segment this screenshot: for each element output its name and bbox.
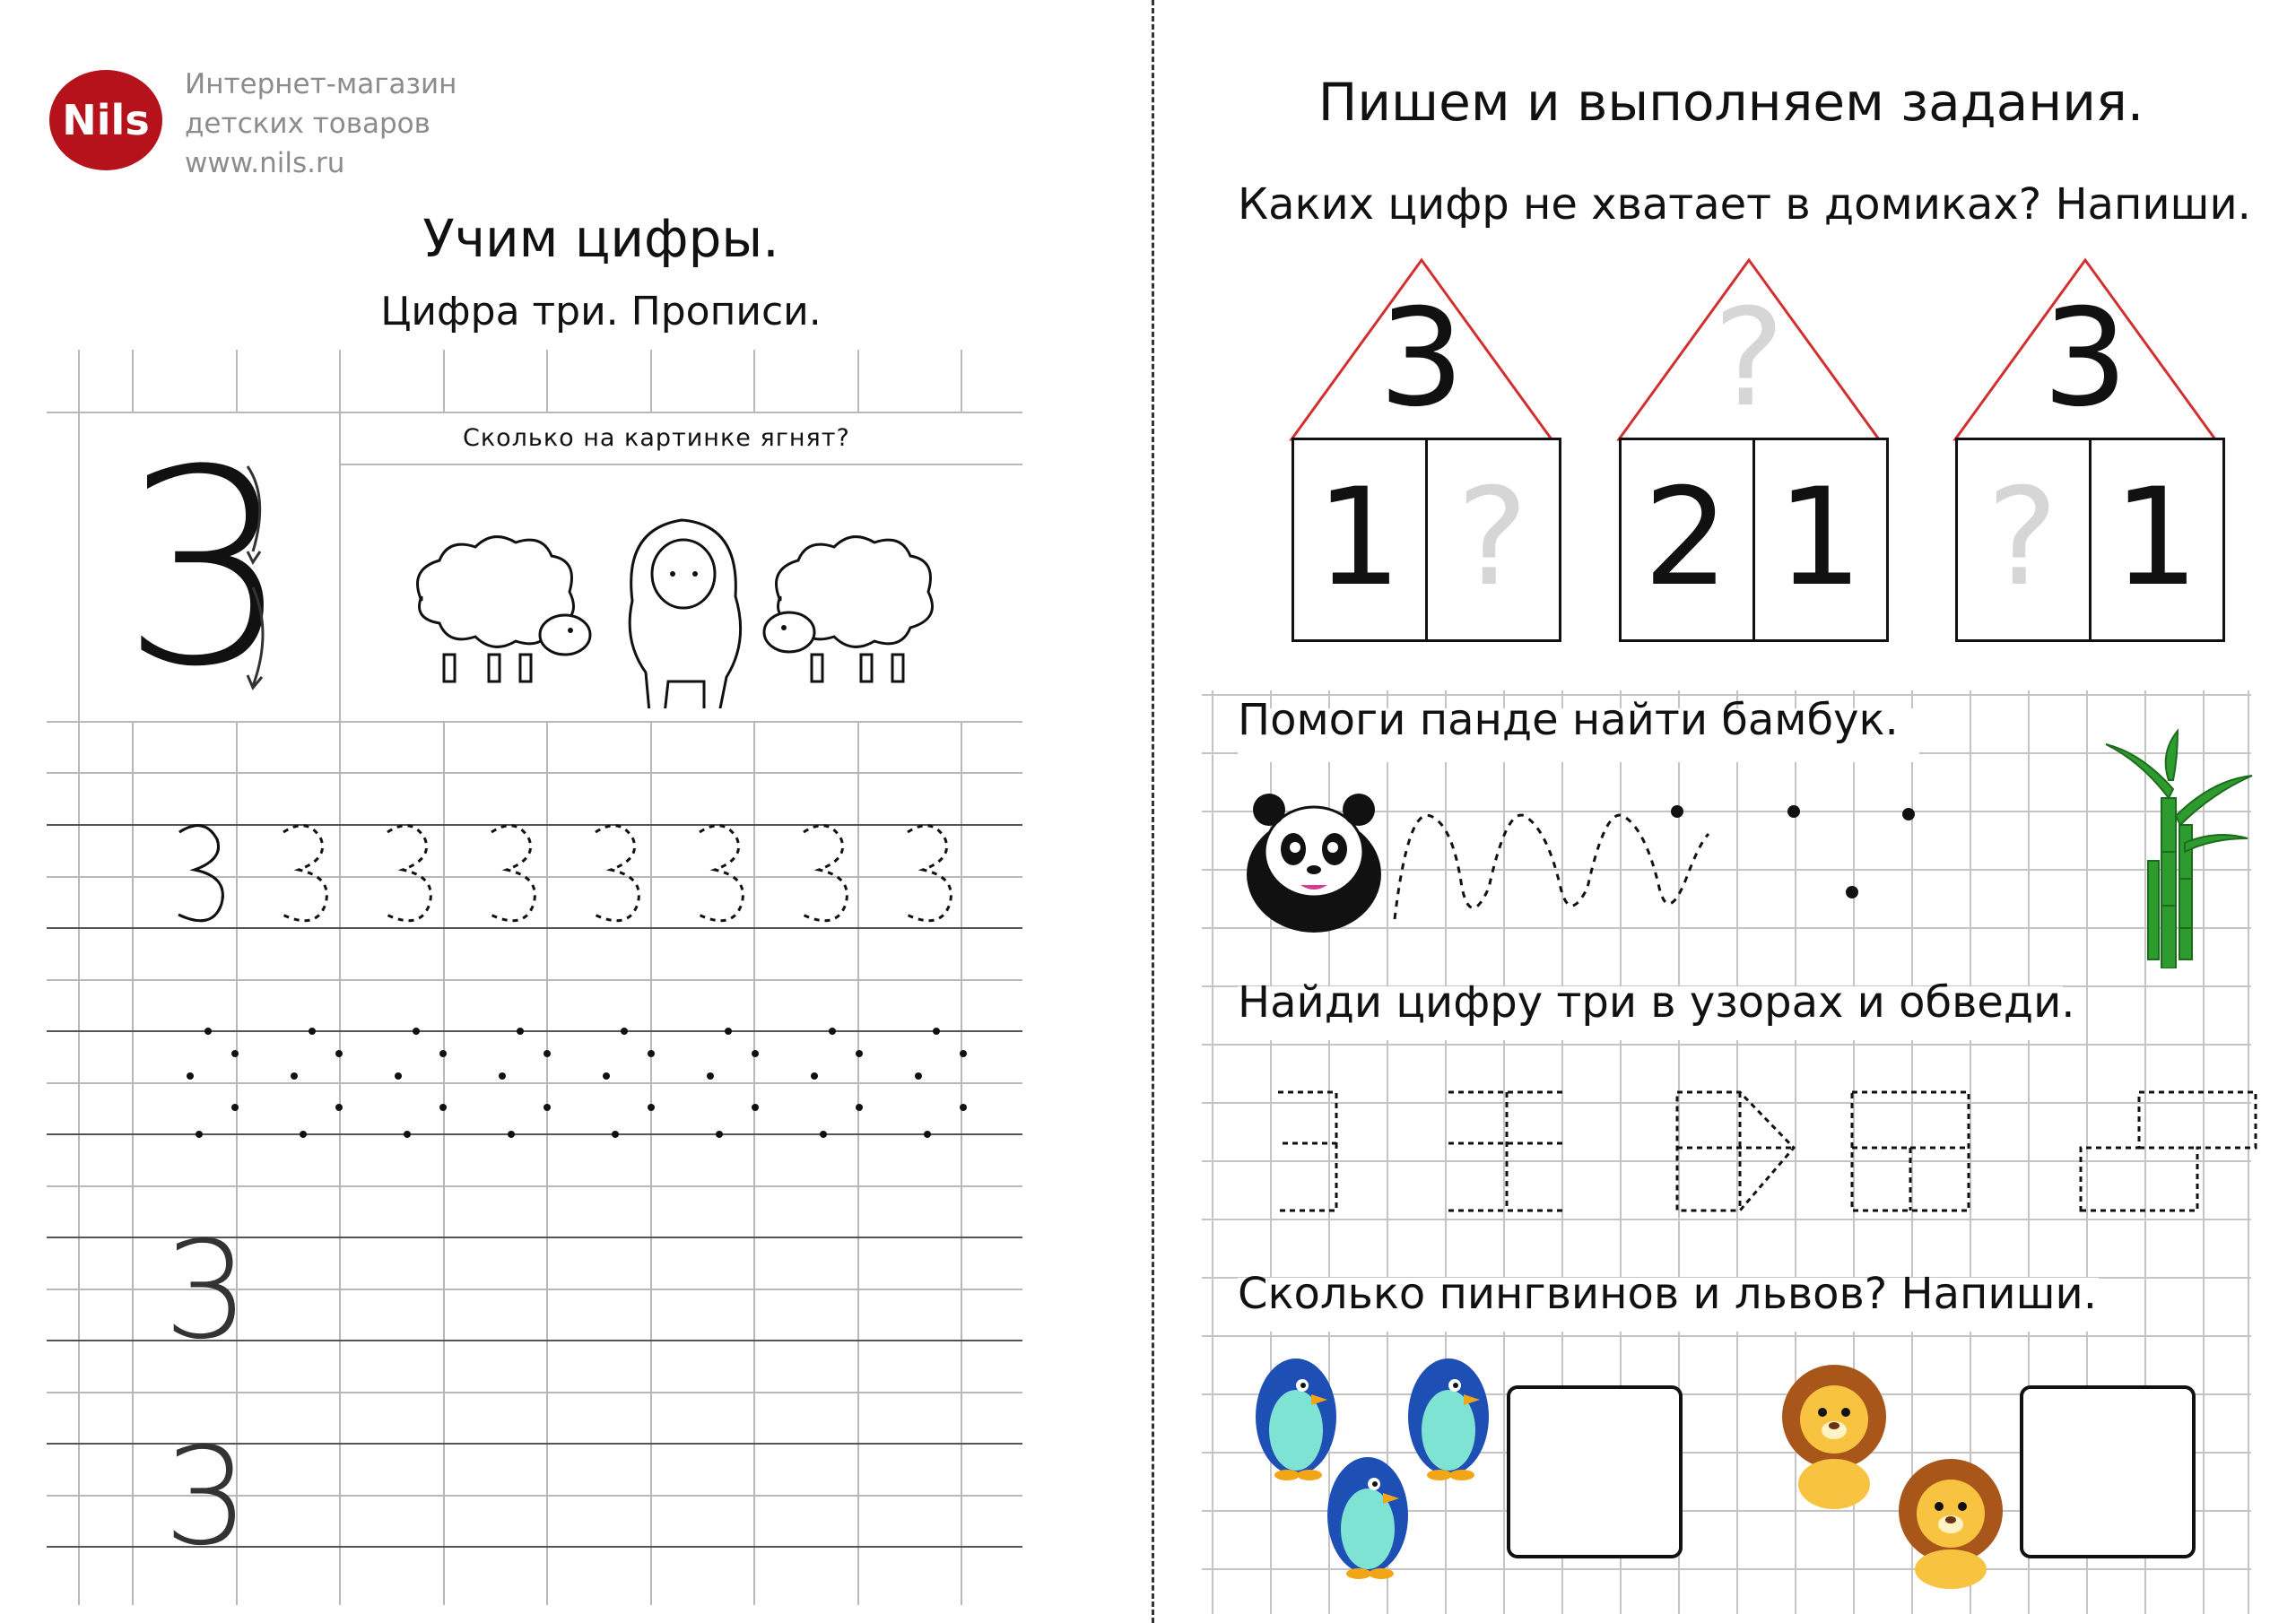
panda-path	[1390, 789, 1928, 933]
task1-question: Каких цифр не хватает в домиках? Напиши.	[1238, 179, 2251, 230]
store-name-line1: Интернет-магазин	[185, 68, 457, 100]
trace-digit-row4: 3	[163, 1419, 249, 1575]
sample-digit-three: 3	[120, 412, 292, 725]
page-title-right: Пишем и выполняем задания.	[1318, 72, 2144, 133]
house1-right-number: ?	[1457, 460, 1528, 616]
panda-icon	[1238, 785, 1390, 937]
store-url[interactable]: www.nils.ru	[185, 147, 345, 179]
task2-question: Помоги панде найти бамбук.	[1238, 695, 1899, 745]
bamboo-icon	[2099, 726, 2260, 968]
tracing-row-dotted	[0, 807, 1031, 942]
lambs-illustration	[404, 502, 960, 708]
penguin-count-answer-box[interactable]	[1507, 1385, 1683, 1558]
dashed-patterns	[1274, 1085, 2260, 1219]
house2-right-number: 1	[1777, 460, 1863, 616]
house1-roof-number: 3	[1378, 281, 1465, 437]
page-fold-line	[1152, 0, 1154, 1623]
house2-left-number: 2	[1643, 460, 1729, 616]
house2-roof-number: ?	[1713, 281, 1785, 437]
tracing-row-dots	[0, 1022, 1031, 1148]
store-name-line2: детских товаров	[185, 108, 430, 140]
penguins-icon	[1247, 1350, 1516, 1583]
stroke-direction-arrows	[240, 462, 276, 695]
house1-left-number: 1	[1316, 460, 1402, 616]
page-subtitle-left: Цифра три. Прописи.	[380, 289, 822, 334]
page-title-left: Учим цифры.	[422, 208, 779, 269]
lions-icon	[1771, 1358, 2022, 1592]
picture-question: Сколько на картинке ягнят?	[463, 424, 850, 452]
nils-logo: Nils	[49, 70, 162, 170]
task4-question: Сколько пингвинов и львов? Напиши.	[1238, 1269, 2097, 1319]
lion-count-answer-box[interactable]	[2020, 1385, 2196, 1558]
task3-question: Найди цифру три в узорах и обведи.	[1238, 977, 2075, 1028]
trace-digit-row3: 3	[163, 1213, 249, 1369]
house3-left-number: ?	[1987, 460, 2058, 616]
house3-right-number: 1	[2113, 460, 2199, 616]
house3-roof-number: 3	[2042, 281, 2128, 437]
